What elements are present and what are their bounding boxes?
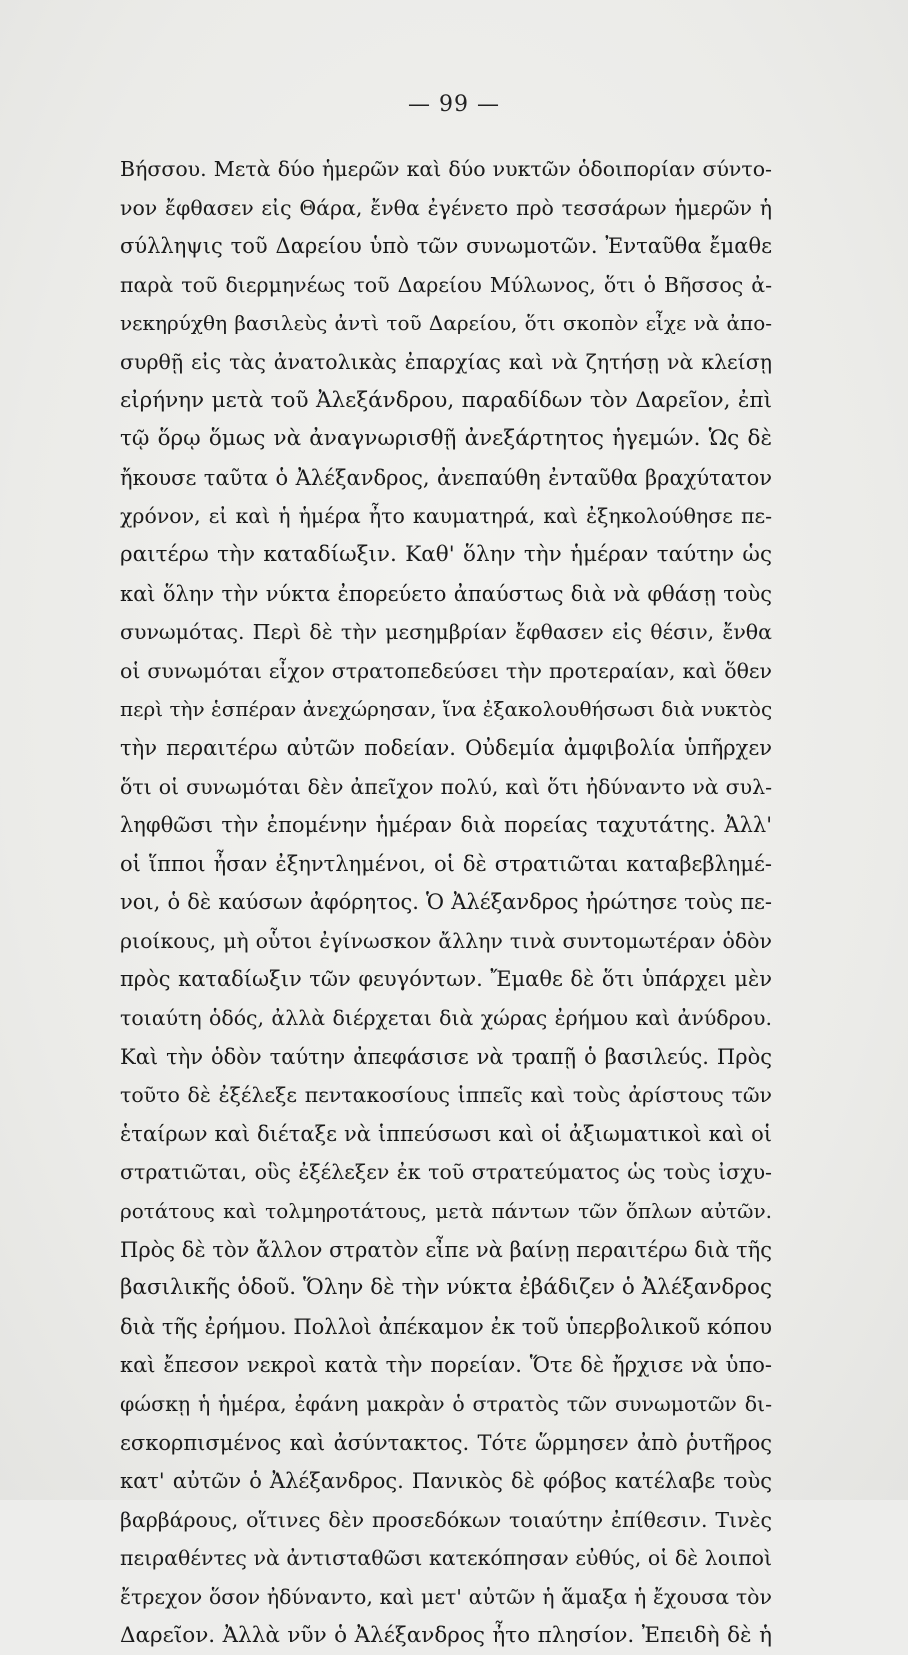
text-line: συνωμότας. Περὶ δὲ τὴν μεσημβρίαν ἔφθασεν εἰς θέσιν, ἔνθα <box>120 620 772 645</box>
text-line: στρατιῶται, οὓς ἐξέλεξεν ἐκ τοῦ στρατεύματος ὡς τοὺς ἰσχυ- <box>120 1160 772 1185</box>
text-line: περὶ τὴν ἑσπέραν ἀνεχώρησαν, ἵνα ἐξακολουθήσωσι διὰ νυκτὸς <box>120 697 772 722</box>
text-line: φώσκῃ ἡ ἡμέρα, ἐφάνη μακρὰν ὁ στρατὸς τῶν συνωμοτῶν δι- <box>120 1392 772 1416</box>
text-line: νον ἔφθασεν εἰς Θάρα, ἔνθα ἐγένετο πρὸ τεσσάρων ἡμερῶν ἡ <box>120 195 772 220</box>
text-line: βασιλικῆς ὁδοῦ. Ὅλην δὲ τὴν νύκτα ἐβάδιζεν ὁ Ἀλέξανδρος <box>120 1275 772 1301</box>
text-line: Καὶ τὴν ὁδὸν ταύτην ἀπεφάσισε νὰ τραπῇ ὁ βασιλεύς. Πρὸς <box>120 1044 772 1069</box>
text-line: τῷ ὅρῳ ὅμως νὰ ἀναγνωρισθῇ ἀνεξάρτητος ἡγεμών. Ὡς δὲ <box>120 426 772 452</box>
text-line: νεκηρύχθη βασιλεὺς ἀντὶ τοῦ Δαρείου, ὅτι σκοπὸν εἶχε νὰ ἀπο- <box>120 311 772 336</box>
text-line: νοι, ὁ δὲ καύσων ἀφόρητος. Ὁ Ἀλέξανδρος ἠρώτησε τοὺς πε- <box>120 890 772 915</box>
text-line: ληφθῶσι τὴν ἐπομένην ἡμέραν διὰ πορείας ταχυτάτης. Ἀλλ' <box>120 813 772 838</box>
text-line: καὶ ὅλην τὴν νύκτα ἐπορεύετο ἀπαύστως διὰ νὰ φθάσῃ τοὺς <box>120 581 772 606</box>
text-line: βαρβάρους, οἵτινες δὲν προσεδόκων τοιαύτην ἐπίθεσιν. Τινὲς <box>120 1507 772 1532</box>
text-line: ραιτέρω τὴν καταδίωξιν. Καθ' ὅλην τὴν ἡμέραν ταύτην ὡς <box>120 541 772 567</box>
text-line: ριοίκους, μὴ οὗτοι ἐγίνωσκον ἄλλην τινὰ συντομωτέραν ὁδὸν <box>120 928 772 953</box>
text-line: τὴν περαιτέρω αὐτῶν ποδείαν. Οὐδεμία ἀμφιβολία ὑπῆρχεν <box>120 735 772 760</box>
body-text <box>120 150 772 1655</box>
text-line: συρθῇ εἰς τὰς ἀνατολικὰς ἐπαρχίας καὶ νὰ ζητήσῃ νὰ κλείσῃ <box>120 349 772 374</box>
text-line: πειραθέντες νὰ ἀντισταθῶσι κατεκόπησαν εὐθύς, οἱ δὲ λοιποὶ <box>120 1546 772 1571</box>
text-line: ροτάτους καὶ τολμηροτάτους, μετὰ πάντων τῶν ὅπλων αὐτῶν. <box>120 1199 772 1224</box>
text-line: χρόνον, εἰ καὶ ἡ ἡμέρα ἦτο καυματηρά, καὶ ἐξηκολούθησε πε- <box>120 504 772 529</box>
text-line: ἑταίρων καὶ διέταξε νὰ ἱππεύσωσι καὶ οἱ ἀξιωματικοὶ καὶ οἱ <box>120 1121 772 1146</box>
text-line: οἱ ἵπποι ἦσαν ἐξηντλημένοι, οἱ δὲ στρατιῶται καταβεβλημέ- <box>120 851 772 876</box>
text-line: ἤκουσε ταῦτα ὁ Ἀλέξανδρος, ἀνεπαύθη ἐνταῦθα βραχύτατον <box>120 465 772 490</box>
text-line: τοῦτο δὲ ἐξέλεξε πεντακοσίους ἱππεῖς καὶ τοὺς ἀρίστους τῶν <box>120 1083 772 1108</box>
page-number: — 99 — <box>408 92 500 117</box>
text-line: παρὰ τοῦ διερμηνέως τοῦ Δαρείου Μύλωνος, ὅτι ὁ Βῆσσος ἀ- <box>120 272 772 297</box>
text-line: διὰ τῆς ἐρήμου. Πολλοὶ ἀπέκαμον ἐκ τοῦ ὑπερβολικοῦ κόπου <box>120 1314 772 1339</box>
text-line: οἱ συνωμόται εἶχον στρατοπεδεύσει τὴν προτεραίαν, καὶ ὅθεν <box>120 658 772 683</box>
text-line: ἔτρεχον ὅσον ἠδύναντο, καὶ μετ' αὐτῶν ἡ ἅμαξα ἡ ἔχουσα τὸν <box>120 1584 772 1609</box>
text-line: Βήσσου. Μετὰ δύο ἡμερῶν καὶ δύο νυκτῶν ὁδοιπορίαν σύντο- <box>120 157 772 181</box>
text-line: σύλληψις τοῦ Δαρείου ὑπὸ τῶν συνωμοτῶν. Ἐνταῦθα ἔμαθε <box>120 234 772 259</box>
text-line: εἰρήνην μετὰ τοῦ Ἀλεξάνδρου, παραδίδων τὸν Δαρεῖον, ἐπὶ <box>120 387 772 413</box>
text-line: καὶ ἔπεσον νεκροὶ κατὰ τὴν πορείαν. Ὅτε δὲ ἤρχισε νὰ ὑπο- <box>120 1353 772 1378</box>
text-line: τοιαύτη ὁδός, ἀλλὰ διέρχεται διὰ χώρας ἐρήμου καὶ ἀνύδρου. <box>120 1006 772 1031</box>
text-line: εσκορπισμένος καὶ ἀσύντακτος. Τότε ὥρμησεν ἀπὸ ῥυτῆρος <box>120 1430 772 1455</box>
text-line: Πρὸς δὲ τὸν ἄλλον στρατὸν εἶπε νὰ βαίνῃ περαιτέρω διὰ τῆς <box>120 1237 772 1262</box>
text-line: κατ' αὐτῶν ὁ Ἀλέξανδρος. Πανικὸς δὲ φόβος κατέλαβε τοὺς <box>120 1469 772 1494</box>
text-line: Δαρεῖον. Ἀλλὰ νῦν ὁ Ἀλέξανδρος ἦτο πλησίον. Ἐπειδὴ δὲ ἡ <box>120 1622 772 1648</box>
text-line: πρὸς καταδίωξιν τῶν φευγόντων. Ἔμαθε δὲ ὅτι ὑπάρχει μὲν <box>120 967 772 992</box>
text-line: ὅτι οἱ συνωμόται δὲν ἀπεῖχον πολύ, καὶ ὅτι ἠδύναντο νὰ συλ- <box>120 774 772 799</box>
